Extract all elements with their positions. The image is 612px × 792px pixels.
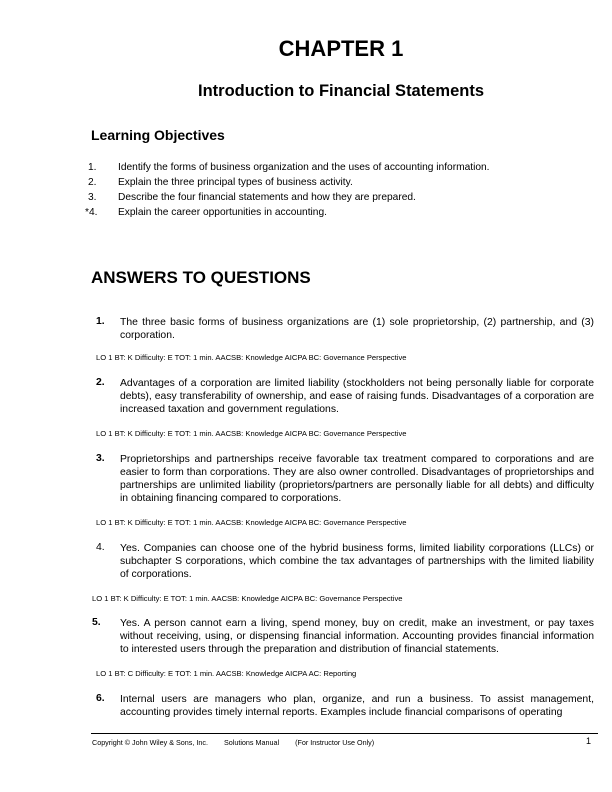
question-metadata: LO 1 BT: K Difficulty: E TOT: 1 min. AACSB: Knowledge AICPA BC: Governance Perspective [96, 429, 407, 438]
objective-text: Identify the forms of business organization and the uses of accounting information. [118, 162, 490, 173]
question-number: 2. [96, 377, 105, 388]
question-number: 1. [96, 316, 105, 327]
objective-number: 1. [88, 162, 97, 173]
chapter-subtitle: Introduction to Financial Statements [197, 82, 485, 100]
question-answer-text: Proprietorships and partnerships receive favorable tax treatment compared to corporations and are easier to form than corporations. They are also owner controlled. Disadvantages of proprietorships and partnerships are unlimited liability (proprietors/partners are personally liable for all debts) and difficulty in obtaining financing compared to corporations. [120, 454, 594, 504]
objective-item [88, 175, 568, 190]
question-answer-text: Internal users are managers who plan, organize, and run a business. To assist management, accounting provides timely internal reports. Examples include financial comparisons of operating [120, 694, 594, 718]
learning-objectives-heading: Learning Objectives [91, 127, 225, 143]
chapter-title: CHAPTER 1 [278, 36, 404, 61]
footer-copyright: Copyright © John Wiley & Sons, Inc. [92, 738, 208, 747]
question-number: 4. [96, 542, 105, 553]
objective-text: Explain the career opportunities in accounting. [118, 207, 327, 218]
question-number: 3. [96, 453, 105, 464]
footer-divider [91, 733, 598, 734]
question-answer-text: Advantages of a corporation are limited liability (stockholders not being personally liable for corporate debts), easy transferability of ownership, and ease of raising funds. Disadvantages of a corporation are increased taxation and government regulations. [120, 378, 594, 415]
objective-item [85, 205, 568, 220]
footer-manual: Solutions Manual [223, 738, 280, 747]
objective-number: 2. [88, 177, 97, 188]
learning-objectives-list [85, 160, 568, 220]
question-number: 6. [96, 693, 105, 704]
objective-number: 3. [88, 192, 97, 203]
objective-number: *4. [85, 207, 98, 218]
question-answer-text: Yes. Companies can choose one of the hybrid business forms, limited liability corporations (LLCs) or subchapter S corporations, which combine the tax advantages of partnerships with the limited liability of corporations. [120, 543, 594, 580]
question-answer-text: Yes. A person cannot earn a living, spend money, buy on credit, make an investment, or pay taxes without receiving, using, or dispensing financial information. Accounting provides financial information to interested users through the preparation and distribution of financial statements. [120, 618, 594, 655]
footer [92, 738, 388, 747]
question-metadata: LO 1 BT: K Difficulty: E TOT: 1 min. AACSB: Knowledge AICPA BC: Governance Perspective [92, 594, 403, 603]
question-answer-text: The three basic forms of business organizations are (1) sole proprietorship, (2) partnership, and (3) corporation. [120, 317, 594, 341]
objective-text: Describe the four financial statements and how they are prepared. [118, 192, 416, 203]
question-metadata: LO 1 BT: C Difficulty: E TOT: 1 min. AACSB: Knowledge AICPA AC: Reporting [96, 669, 357, 678]
objective-item [88, 160, 568, 175]
question-number: 5. [92, 617, 101, 628]
footer-note: (For Instructor Use Only) [295, 738, 375, 747]
question-metadata: LO 1 BT: K Difficulty: E TOT: 1 min. AACSB: Knowledge AICPA BC: Governance Perspective [96, 353, 407, 362]
page-number: 1 [586, 736, 592, 746]
objective-item [88, 190, 568, 205]
question-metadata: LO 1 BT: K Difficulty: E TOT: 1 min. AACSB: Knowledge AICPA BC: Governance Perspective [96, 518, 407, 527]
answers-heading: ANSWERS TO QUESTIONS [91, 268, 311, 287]
objective-text: Explain the three principal types of business activity. [118, 177, 353, 188]
